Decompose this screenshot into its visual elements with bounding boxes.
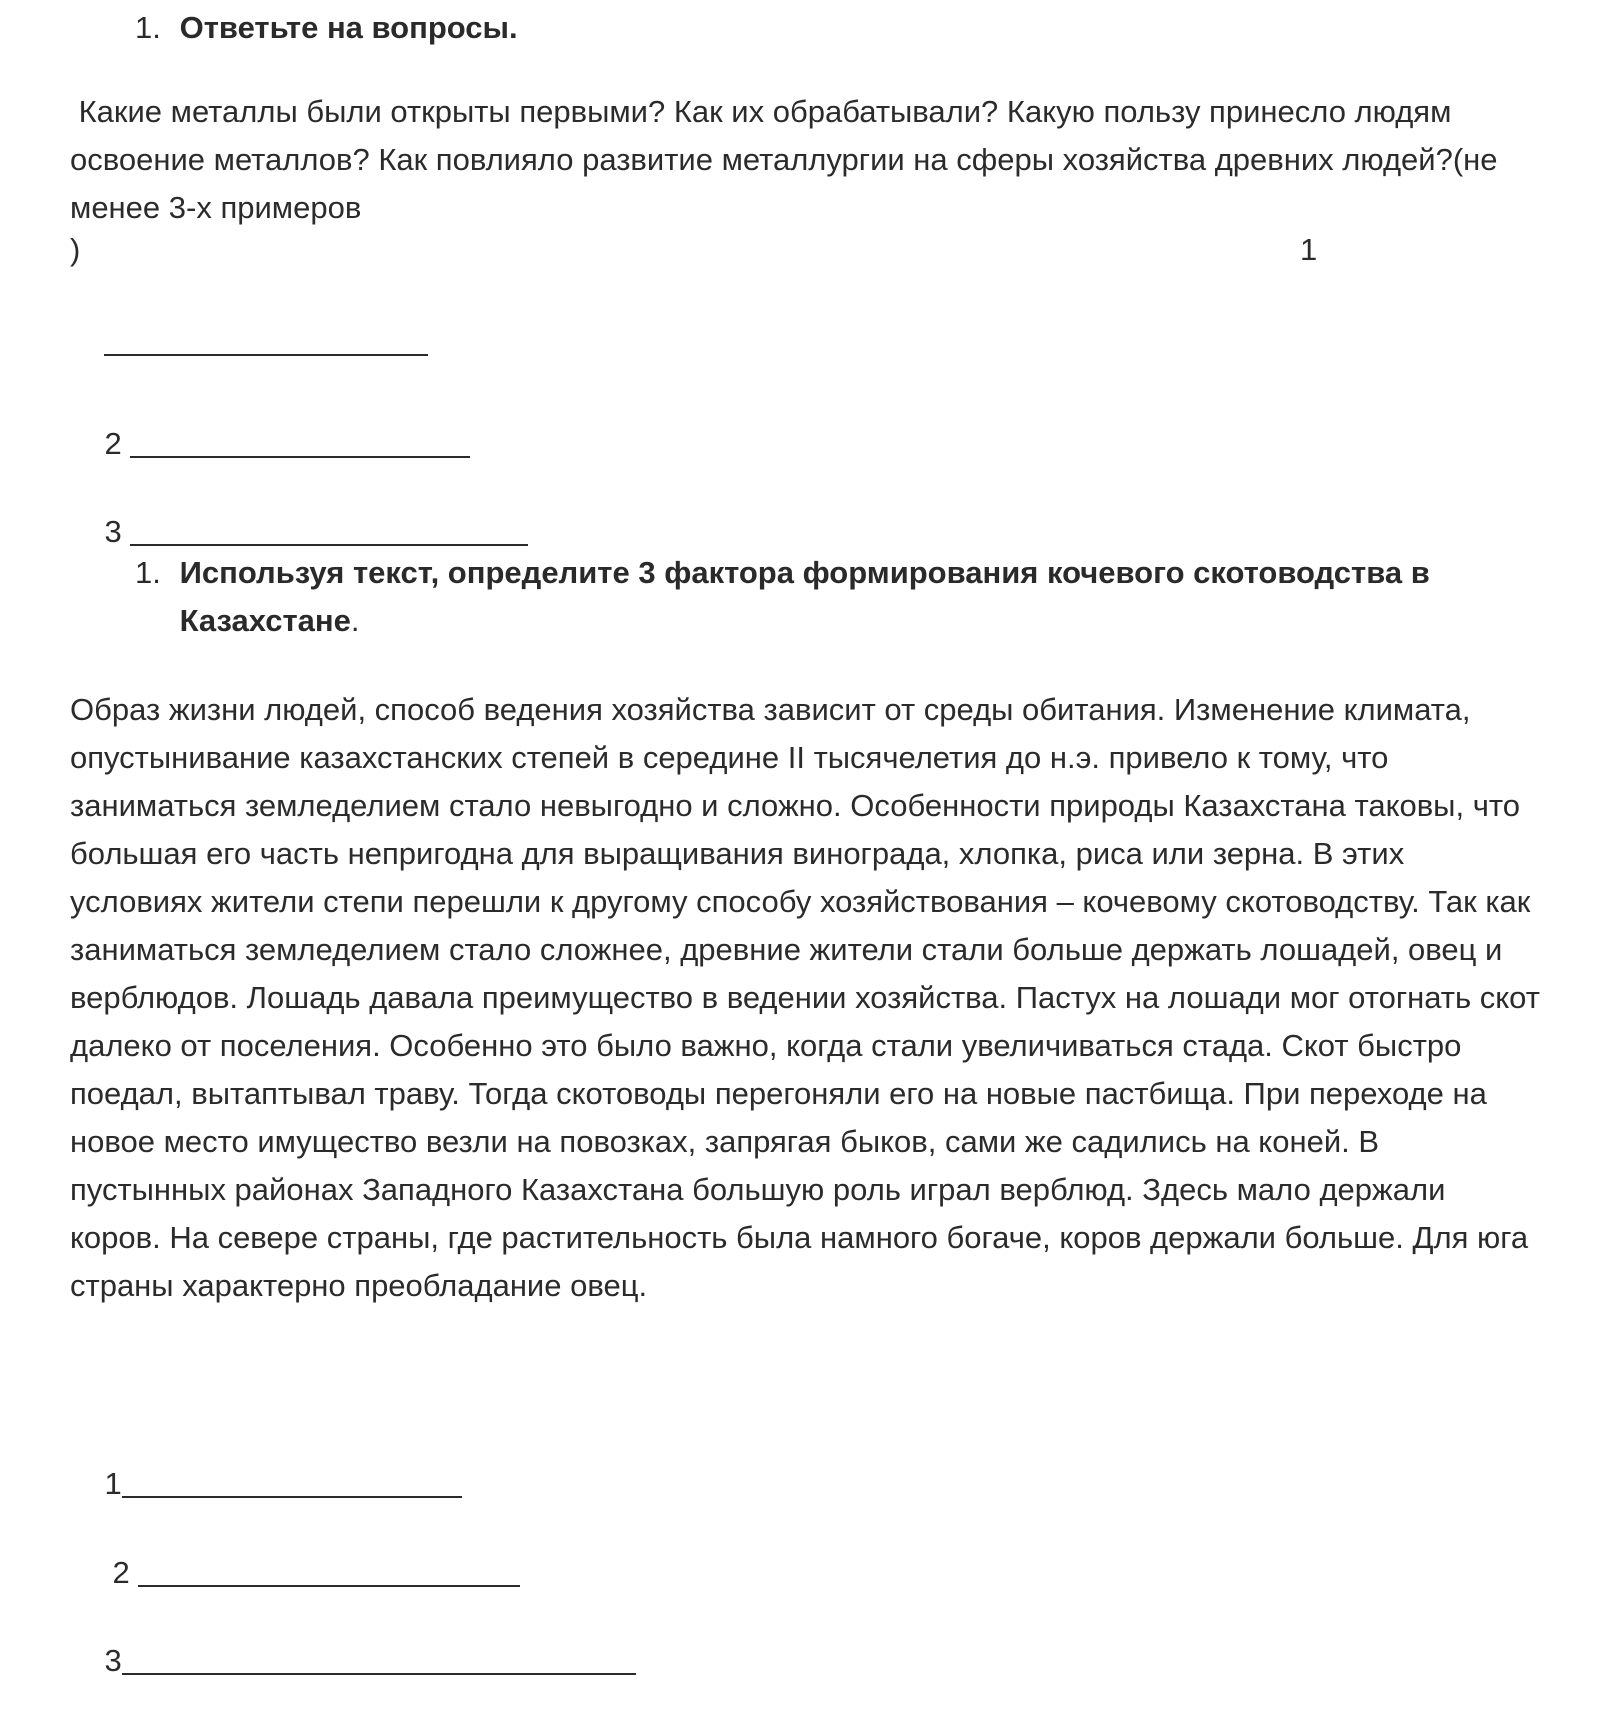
section2-answer-blank-3[interactable]	[122, 1637, 636, 1675]
section1-answer-label-1: 1	[1300, 232, 1318, 267]
section2-title	[180, 549, 1510, 645]
section1-title: Ответьте на вопросы.	[179, 10, 518, 45]
section2-answer-blank-2[interactable]	[138, 1549, 520, 1587]
section1-answer-blank-2[interactable]	[130, 420, 470, 458]
section2-answer-line-3	[70, 1589, 636, 1733]
section2-text: Образ жизни людей, способ ведения хозяйства зависит от среды обитания. Изменение климата, опустынивание казахстанских степей в середине II тысячелетия до н.э. привело к тому, что заниматься земледелием стало невыгодно и сложно. Особенности природы Казахстана таковы, что большая его часть непригодна для выращивания винограда, хлопка, риса или зерна. В этих условиях жители степи перешли к другому способу хозяйствования – кочевому скотоводству. Так как заниматься земледелием стало сложнее, древние жители стали больше держать лошадей, овец и верблюдов. Лошадь давала преимущество в ведении хозяйства. Пастух на лошади мог отогнать скот далеко от поселения. Особенно это было важно, когда стали увеличиваться стада. Скот быстро поедал, вытаптывал траву. Тогда скотоводы перегоняли его на новые пастбища. При переходе на новое место имущество везли на повозках, запрягая быков, сами же садились на коней. В пустынных районах Западного Казахстана большую роль играл верблюд. Здесь мало держали коров. На севере страны, где растительность была намного богаче, коров держали больше. Для юга страны характерно преобладание овец.	[70, 692, 1540, 1303]
section1-heading	[135, 4, 1535, 52]
section1-answer-label-3: 3	[104, 514, 122, 549]
section2-title-bold: Используя текст, определите 3 фактора формирования кочевого скотоводства в Казахстане	[179, 555, 1430, 638]
section2-answer-blank-1[interactable]	[122, 1460, 462, 1498]
section1-number: 1.	[135, 10, 161, 45]
section1-question: Какие металлы были открыты первыми? Как их обрабатывали? Какую пользу принесло людям освоение металлов? Как повлияло развитие металлургии на сферы хозяйства древних людей?(не менее 3-х примеров	[70, 94, 1507, 225]
section2-title-end: .	[350, 603, 360, 638]
section1-closing-paren: )	[70, 232, 81, 267]
section2-heading	[135, 549, 1535, 645]
section1-answer-blank-3[interactable]	[130, 508, 528, 546]
section2-answer-label-1: 1	[104, 1466, 122, 1501]
section2-number: 1.	[135, 555, 161, 590]
section1-answer-blank-1[interactable]	[104, 318, 428, 356]
section2-answer-label-2: 2	[112, 1555, 130, 1590]
section1-answer-label-2: 2	[104, 426, 122, 461]
section2-answer-label-3: 3	[104, 1643, 122, 1678]
